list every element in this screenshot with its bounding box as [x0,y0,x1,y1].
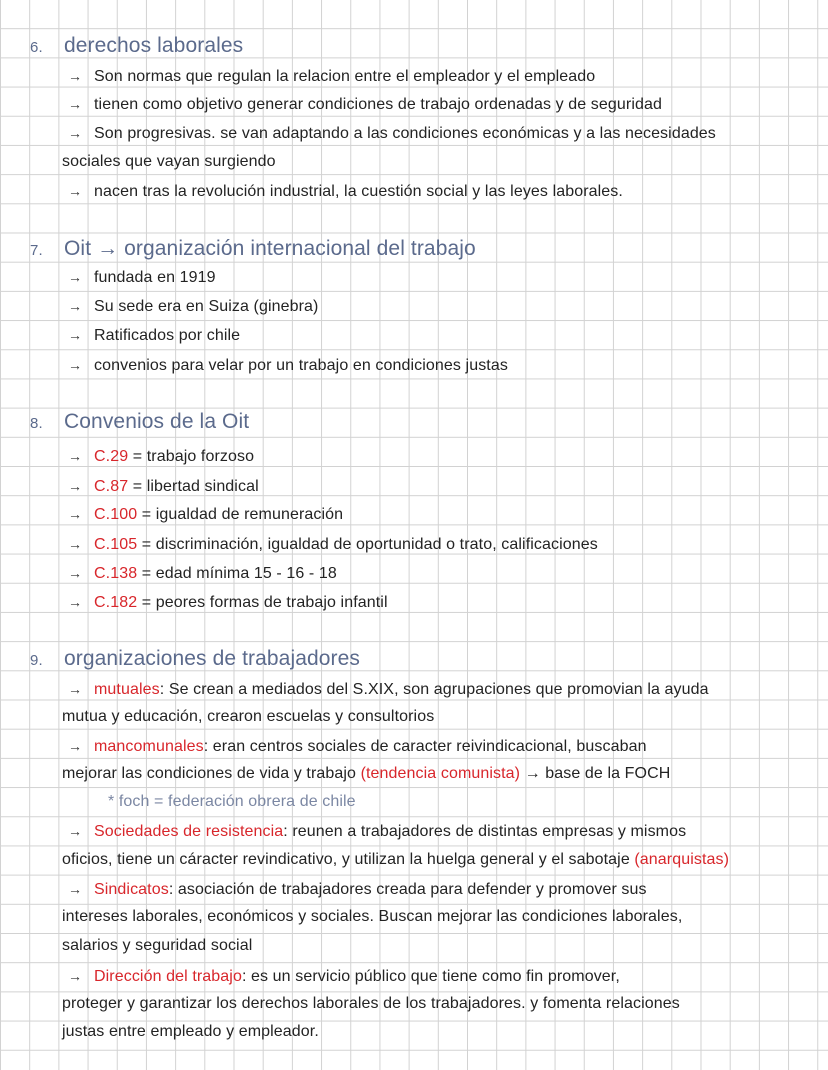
highlighted-term: (anarquistas) [634,851,730,868]
note-line [68,351,508,379]
section-number: 9. [30,652,43,669]
line-text: * foch = federación obrera de chile [108,793,356,810]
section-heading [30,645,360,673]
arrow-right-icon: → [68,269,83,285]
highlighted-term: C.138 [94,565,138,582]
line-text: Convenios de la Oit [64,410,250,433]
note-line [68,292,318,320]
note-line [68,62,595,90]
line-text: : reunen a trabajadores de distintas empresas y mismos [283,823,687,840]
note-line [62,1018,319,1046]
line-text: : Se crean a mediados del S.XIX, son agrupaciones que promovian la ayuda [159,681,709,698]
highlighted-term: Sociedades de resistencia [94,823,284,840]
note-line [68,559,337,587]
line-text: proteger y garantizar los derechos laborales de los trabajadores. y fomenta relaciones [62,995,680,1012]
highlighted-term: (tendencia comunista) [360,765,521,782]
line-text: intereses laborales, económicos y sociales. Buscan mejorar las condiciones laborales, [62,908,683,925]
line-text: derechos laborales [64,34,244,57]
line-text: Son normas que regulan la relacion entre el empleador y el empleado [94,68,596,85]
note-line [68,875,647,903]
note-line [68,90,662,118]
line-text: sociales que vayan surgiendo [62,153,276,170]
arrow-right-icon: → [68,968,83,984]
line-text: fundada en 1919 [94,269,216,286]
note-line [68,962,620,990]
line-text: : asociación de trabajadores creada para defender y promover sus [168,881,647,898]
highlighted-term: C.29 [94,448,129,465]
arrow-right-icon: → [68,357,83,373]
note-line [68,732,647,760]
line-text: = trabajo forzoso [128,448,255,465]
highlighted-term: mancomunales [94,738,204,755]
section-heading [30,235,476,263]
arrow-right-icon: → [68,823,83,839]
section-heading [30,408,249,436]
section-number: 6. [30,39,43,56]
section-heading [30,32,243,60]
highlighted-term: C.182 [94,594,138,611]
line-text: mejorar las condiciones de vida y trabajo [62,765,361,782]
arrow-right-icon: → [68,298,83,314]
highlighted-term: C.100 [94,506,138,523]
line-text: = peores formas de trabajo infantil [137,594,388,611]
line-text: = libertad sindical [128,478,259,495]
line-text: tienen como objetivo generar condiciones de trabajo ordenadas y de seguridad [94,96,662,113]
arrow-right-icon: → [68,68,83,84]
arrow-right-icon: → [68,536,83,552]
highlighted-term: mutuales [94,681,160,698]
note-line [68,675,709,703]
line-text: : es un servicio público que tiene como fin promover, [241,968,620,985]
note-line [68,119,716,147]
highlighted-term: Sindicatos [94,881,169,898]
highlighted-term: C.105 [94,536,138,553]
arrow-right-icon: → [68,478,83,494]
note-line [62,148,276,176]
note-line [62,932,252,960]
line-text: Ratificados por chile [94,327,241,344]
note-line [62,703,434,731]
note-line [68,588,388,616]
note-line [108,788,356,816]
line-text: oficios, tiene un cáracter revindicativo, y utilizan la huelga general y el sabotaje [62,851,635,868]
arrow-right-icon: → [68,96,83,112]
line-text: salarios y seguridad social [62,937,253,954]
note-line [68,263,216,291]
highlighted-term: Dirección del trabajo [94,968,242,985]
note-line [68,530,598,558]
arrow-right-icon: → [68,506,83,522]
line-text: organizaciones de trabajadores [64,647,361,670]
line-text: nacen tras la revolución industrial, la cuestión social y las leyes laborales. [94,183,623,200]
arrow-right-icon: → [68,125,83,141]
line-text: mutua y educación, crearon escuelas y consultorios [62,708,435,725]
line-text: = edad mínima 15 - 16 - 18 [137,565,337,582]
arrow-right-icon: → [68,565,83,581]
note-line [68,500,343,528]
arrow-right-icon: → [68,738,83,754]
line-text: Su sede era en Suiza (ginebra) [94,298,319,315]
note-line [68,817,686,845]
line-text: Oit → organización internacional del trabajo [64,237,476,260]
note-line [62,903,682,931]
note-line [68,321,240,349]
line-text: convenios para velar por un trabajo en condiciones justas [94,357,508,374]
line-text: : eran centros sociales de caracter reivindicacional, buscaban [203,738,647,755]
note-line [68,442,254,470]
arrow-right-icon: → [68,448,83,464]
arrow-right-icon: → [68,681,83,697]
note-line [62,760,670,788]
note-line [62,846,729,874]
section-number: 7. [30,242,43,259]
arrow-right-icon: → [68,183,83,199]
highlighted-term: C.87 [94,478,129,495]
line-text: Son progresivas. se van adaptando a las condiciones económicas y a las necesidades [94,125,716,142]
arrow-right-icon: → [68,594,83,610]
arrow-right-icon: → [68,881,83,897]
note-line [68,177,623,205]
arrow-right-icon: → [68,327,83,343]
line-text: = igualdad de remuneración [137,506,344,523]
line-text: justas entre empleado y empleador. [62,1023,319,1040]
line-text: = discriminación, igualdad de oportunidad o trato, calificaciones [137,536,598,553]
note-line [68,472,259,500]
note-line [62,990,680,1018]
section-number: 8. [30,415,43,432]
line-text: → base de la FOCH [520,765,671,782]
